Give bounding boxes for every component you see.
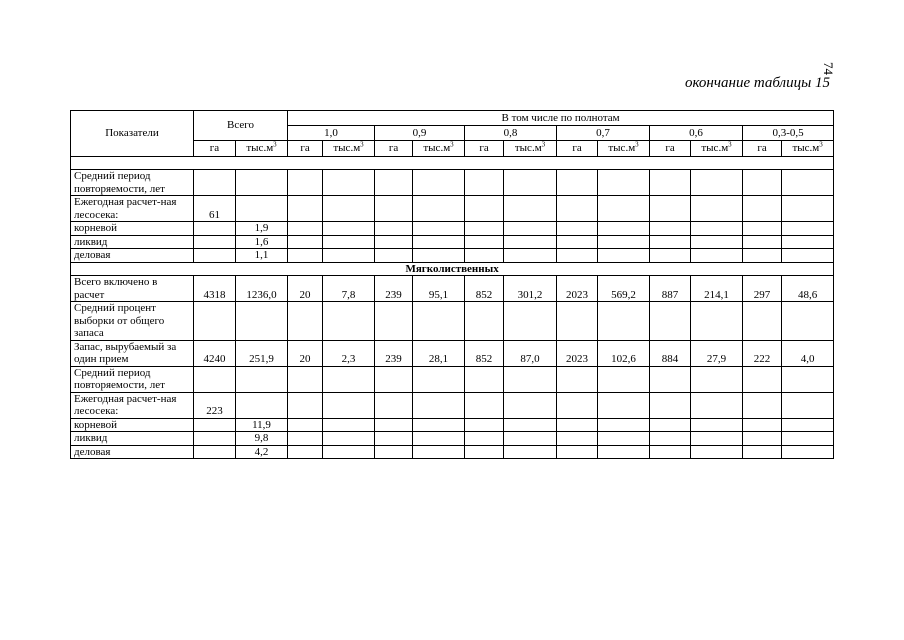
table-cell	[413, 170, 465, 196]
page-number: 74	[821, 62, 836, 75]
table-row	[71, 392, 834, 418]
table-cell: 7,8	[323, 276, 375, 302]
table-cell	[598, 170, 650, 196]
table-cell	[504, 432, 557, 446]
table-cell	[413, 249, 465, 263]
table-cell	[504, 235, 557, 249]
table-cell	[504, 392, 557, 418]
table-cell	[650, 392, 691, 418]
row-label: ликвид	[71, 432, 194, 446]
table-cell	[375, 418, 413, 432]
table-row	[71, 235, 834, 249]
table-cell	[465, 170, 504, 196]
table-cell	[375, 366, 413, 392]
table-cell	[743, 235, 782, 249]
table-cell	[650, 235, 691, 249]
table-cell	[598, 235, 650, 249]
table-cell	[236, 366, 288, 392]
table-cell	[782, 418, 834, 432]
table-cell	[375, 249, 413, 263]
table-cell	[413, 235, 465, 249]
table-cell	[691, 222, 743, 236]
table-row	[71, 340, 834, 366]
table-cell: 11,9	[236, 418, 288, 432]
table-cell: 223	[194, 392, 236, 418]
table-cell	[465, 222, 504, 236]
table-cell: 20	[288, 340, 323, 366]
table-cell	[236, 302, 288, 341]
table-cell	[194, 445, 236, 459]
table-cell	[413, 418, 465, 432]
table-cell	[288, 196, 323, 222]
table-cell	[691, 235, 743, 249]
header-unit-volume: $тыс.м^3$	[691, 141, 743, 157]
header-density: 0,7	[557, 126, 650, 141]
header-total: Всего	[194, 111, 288, 141]
table-cell	[743, 222, 782, 236]
table-cell: 887	[650, 276, 691, 302]
row-label: Средний период повторяемости, лет	[71, 170, 194, 196]
table-cell	[413, 302, 465, 341]
table-cell	[194, 235, 236, 249]
table-row	[71, 302, 834, 341]
table-cell	[782, 196, 834, 222]
table-cell	[691, 392, 743, 418]
table-cell	[323, 418, 375, 432]
header-unit-ha: га	[465, 141, 504, 157]
table-cell	[236, 392, 288, 418]
table-cell	[557, 418, 598, 432]
table-cell	[557, 249, 598, 263]
table-cell	[691, 302, 743, 341]
table-cell	[375, 170, 413, 196]
table-cell	[323, 222, 375, 236]
row-label: деловая	[71, 445, 194, 459]
header-density: 0,9	[375, 126, 465, 141]
table-cell	[650, 366, 691, 392]
row-label: Средний период повторяемости, лет	[71, 366, 194, 392]
table-cell: 884	[650, 340, 691, 366]
table-cell	[504, 418, 557, 432]
table-cell	[288, 222, 323, 236]
table-cell	[288, 366, 323, 392]
table-cell	[194, 249, 236, 263]
table-cell: 1,6	[236, 235, 288, 249]
table-cell	[650, 418, 691, 432]
table-cell: 301,2	[504, 276, 557, 302]
table-cell	[598, 249, 650, 263]
table-cell: 239	[375, 276, 413, 302]
table-cell	[598, 222, 650, 236]
table-cell	[413, 366, 465, 392]
row-label: ликвид	[71, 235, 194, 249]
table-cell	[288, 392, 323, 418]
table-row	[71, 249, 834, 263]
table-cell	[194, 418, 236, 432]
header-density: 1,0	[288, 126, 375, 141]
table-cell: 1236,0	[236, 276, 288, 302]
table-cell	[375, 392, 413, 418]
table-cell	[323, 366, 375, 392]
table-cell	[465, 418, 504, 432]
table-cell	[782, 170, 834, 196]
table-cell	[194, 366, 236, 392]
table-cell	[691, 196, 743, 222]
table-cell: 852	[465, 276, 504, 302]
row-label: деловая	[71, 249, 194, 263]
table-cell	[288, 445, 323, 459]
header-density: 0,6	[650, 126, 743, 141]
table-cell	[323, 249, 375, 263]
table-cell	[194, 302, 236, 341]
header-unit-volume: $тыс.м^3$	[782, 141, 834, 157]
table-cell	[691, 366, 743, 392]
table-cell	[743, 170, 782, 196]
table-cell	[465, 432, 504, 446]
table-cell	[598, 418, 650, 432]
table-cell	[598, 445, 650, 459]
table-cell	[323, 196, 375, 222]
header-unit-ha: га	[743, 141, 782, 157]
table-cell: 95,1	[413, 276, 465, 302]
table-cell	[323, 302, 375, 341]
header-indicators: Показатели	[71, 111, 194, 157]
table-cell	[650, 170, 691, 196]
table-cell	[375, 432, 413, 446]
table-cell	[288, 235, 323, 249]
table-cell: 2,3	[323, 340, 375, 366]
table-cell	[782, 222, 834, 236]
table-cell	[413, 392, 465, 418]
table-cell	[650, 302, 691, 341]
section-title: Мягколиственных	[71, 262, 834, 276]
table-cell	[323, 235, 375, 249]
table-cell: 1,9	[236, 222, 288, 236]
table-cell: 2023	[557, 340, 598, 366]
table-cell	[375, 302, 413, 341]
table-cell	[413, 432, 465, 446]
table-cell	[650, 196, 691, 222]
table-cell	[557, 432, 598, 446]
header-unit-volume: $тыс.м^3$	[413, 141, 465, 157]
header-density: 0,8	[465, 126, 557, 141]
table-cell	[323, 392, 375, 418]
row-label: корневой	[71, 222, 194, 236]
table-cell	[504, 196, 557, 222]
table-cell	[743, 392, 782, 418]
table-cell	[598, 366, 650, 392]
row-label: Средний процент выборки от общего запаса	[71, 302, 194, 341]
table-row	[71, 445, 834, 459]
table-cell	[288, 249, 323, 263]
table-cell	[557, 196, 598, 222]
density-table	[70, 110, 834, 459]
table-cell: 61	[194, 196, 236, 222]
table-cell	[691, 418, 743, 432]
table-body	[71, 157, 834, 459]
table-cell	[323, 445, 375, 459]
table-cell: 87,0	[504, 340, 557, 366]
header-unit-ha: га	[650, 141, 691, 157]
table-row	[71, 222, 834, 236]
table-cell	[557, 366, 598, 392]
table-cell	[650, 445, 691, 459]
table-cell	[504, 222, 557, 236]
header-unit-volume: $тыс.м^3$	[504, 141, 557, 157]
table-cell	[782, 366, 834, 392]
table-cell	[782, 432, 834, 446]
table-cell	[557, 170, 598, 196]
table-cell	[743, 196, 782, 222]
table-cell	[504, 366, 557, 392]
table-cell	[413, 222, 465, 236]
table-row	[71, 276, 834, 302]
table-cell	[194, 222, 236, 236]
table-cell	[691, 249, 743, 263]
table-row	[71, 170, 834, 196]
table-cell	[465, 196, 504, 222]
table-cell: 569,2	[598, 276, 650, 302]
table-cell	[691, 445, 743, 459]
table-cell: 27,9	[691, 340, 743, 366]
table-cell	[691, 170, 743, 196]
table-cell	[598, 302, 650, 341]
table-cell: 28,1	[413, 340, 465, 366]
table-row	[71, 196, 834, 222]
table-cell	[465, 249, 504, 263]
table-cell	[194, 170, 236, 196]
table-cell	[557, 235, 598, 249]
table-cell	[375, 222, 413, 236]
table-cell	[288, 432, 323, 446]
table-cell	[782, 235, 834, 249]
spacer-row	[71, 157, 834, 170]
header-unit-ha: га	[288, 141, 323, 157]
row-label: Ежегодная расчет-ная лесосека:	[71, 196, 194, 222]
table-row	[71, 432, 834, 446]
table-cell	[375, 196, 413, 222]
table-cell	[691, 432, 743, 446]
table-cell	[288, 418, 323, 432]
table-cell	[743, 302, 782, 341]
table-caption: окончание таблицы 15	[684, 75, 830, 91]
table-cell: 214,1	[691, 276, 743, 302]
table-cell	[782, 445, 834, 459]
table-cell	[650, 432, 691, 446]
table-cell	[288, 170, 323, 196]
table-cell	[557, 445, 598, 459]
table-cell: 48,6	[782, 276, 834, 302]
table-cell	[782, 392, 834, 418]
table-cell	[504, 170, 557, 196]
table-cell: 2023	[557, 276, 598, 302]
table-cell	[504, 445, 557, 459]
table-cell: 4,0	[782, 340, 834, 366]
table-cell	[465, 302, 504, 341]
table-cell	[504, 249, 557, 263]
table-cell	[743, 366, 782, 392]
table-cell	[557, 392, 598, 418]
table-cell	[465, 366, 504, 392]
table-cell	[413, 196, 465, 222]
row-label: Всего включено в расчет	[71, 276, 194, 302]
table-cell	[650, 222, 691, 236]
header-unit-ha: га	[375, 141, 413, 157]
table-cell	[288, 302, 323, 341]
table-cell	[557, 302, 598, 341]
table-cell	[465, 235, 504, 249]
table-row	[71, 366, 834, 392]
header-unit-ha: га	[194, 141, 236, 157]
table-header	[71, 111, 834, 157]
table-cell	[743, 249, 782, 263]
header-by-density: В том числе по полнотам	[288, 111, 834, 126]
table-cell	[413, 445, 465, 459]
table-cell	[598, 392, 650, 418]
table-cell	[782, 249, 834, 263]
table-cell	[557, 222, 598, 236]
table-cell: 239	[375, 340, 413, 366]
table-cell	[782, 302, 834, 341]
table-cell: 222	[743, 340, 782, 366]
table-cell	[598, 196, 650, 222]
table-cell: 4,2	[236, 445, 288, 459]
table-cell: 20	[288, 276, 323, 302]
table-cell: 1,1	[236, 249, 288, 263]
table-cell	[743, 418, 782, 432]
table-cell	[236, 170, 288, 196]
table-cell	[323, 432, 375, 446]
table-cell: 852	[465, 340, 504, 366]
header-unit-volume: $тыс.м^3$	[236, 141, 288, 157]
section-row	[71, 262, 834, 276]
table-cell	[465, 445, 504, 459]
table-cell	[465, 392, 504, 418]
table-row	[71, 418, 834, 432]
header-unit-volume: $тыс.м^3$	[598, 141, 650, 157]
table-cell: 102,6	[598, 340, 650, 366]
table-cell	[194, 432, 236, 446]
table-cell: 4240	[194, 340, 236, 366]
header-density: 0,3-0,5	[743, 126, 834, 141]
table-cell	[598, 432, 650, 446]
row-label: Ежегодная расчет-ная лесосека:	[71, 392, 194, 418]
row-label: Запас, вырубаемый за один прием	[71, 340, 194, 366]
header-unit-volume: $тыс.м^3$	[323, 141, 375, 157]
table-cell	[504, 302, 557, 341]
row-label: корневой	[71, 418, 194, 432]
header-unit-ha: га	[557, 141, 598, 157]
table-cell	[375, 445, 413, 459]
table-cell: 297	[743, 276, 782, 302]
table-cell	[743, 432, 782, 446]
table-cell	[236, 196, 288, 222]
table-cell	[375, 235, 413, 249]
table-cell: 251,9	[236, 340, 288, 366]
table-cell	[650, 249, 691, 263]
table-cell: 4318	[194, 276, 236, 302]
table-cell	[743, 445, 782, 459]
table-cell	[323, 170, 375, 196]
table-cell: 9,8	[236, 432, 288, 446]
